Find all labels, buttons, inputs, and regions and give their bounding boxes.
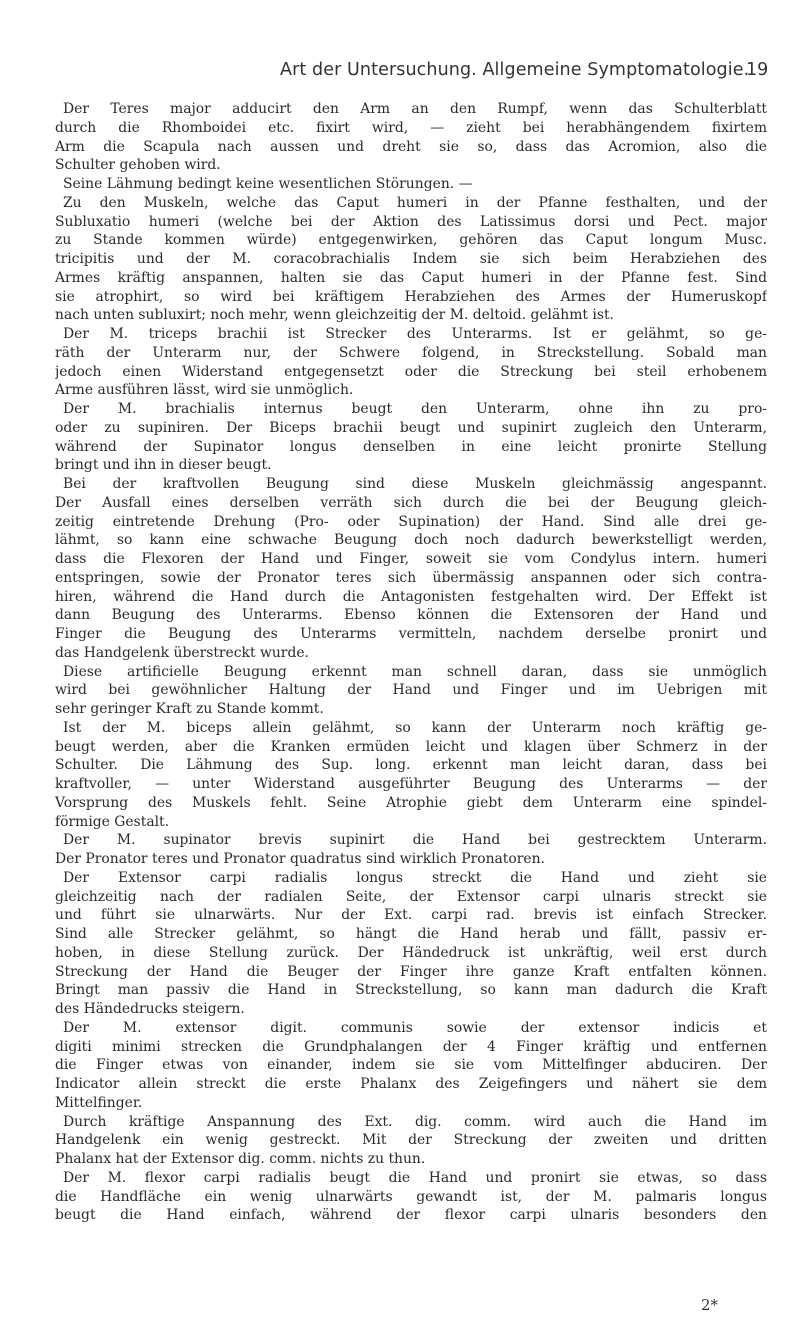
text-line: Durch kräftige Anspannung des Ext. dig. comm. wird auch die Hand im [63, 1113, 767, 1130]
text-line: Der M. triceps brachii ist Strecker des Unterarms. Ist er gelähmt, so ge- [63, 326, 767, 342]
text-line: Mittelfinger. [55, 1094, 143, 1111]
text-line: Phalanx hat der Extensor dig. comm. nichts zu thun. [55, 1151, 426, 1167]
text-line: Der M. supinator brevis supinirt die Hand bei gestrecktem Unterarm. [63, 832, 767, 849]
text-line: des Händedrucks steigern. [55, 1001, 245, 1017]
text-line: räth der Unterarm nur, der Schwere folgend, in Streckstellung. Sobald man [55, 344, 767, 361]
text-line: bringt und ihn in dieser beugt. [55, 457, 272, 474]
text-line: Arme ausführen lässt, wird sie unmöglich. [55, 382, 354, 399]
text-line: Diese artificielle Beugung erkennt man schnell daran, dass sie unmöglich [63, 663, 767, 680]
text-line: entspringen, sowie der Pronator teres sich übermässig anspannen oder sich contra- [55, 569, 767, 586]
text-line: Seine Lähmung bedingt keine wesentlichen Störungen. — [63, 176, 473, 192]
text-line: durch die Rhomboidei etc. fixirt wird, — zieht bei herabhängendem fixirtem [55, 119, 767, 136]
text-line: digiti minimi strecken die Grundphalangen der 4 Finger kräftig und entfernen [55, 1038, 767, 1055]
page-header [0, 60, 801, 86]
text-line: und führt sie ulnarwärts. Nur der Ext. carpi rad. brevis ist einfach Strecker. [55, 907, 767, 924]
running-title: Art der Untersuchung. Allgemeine Symptomatologie. [280, 60, 750, 80]
page-number: 19 [746, 60, 769, 80]
text-line: Schulter gehoben wird. [55, 157, 221, 174]
text-line: Finger die Beugung des Unterarms vermitteln, nachdem derselbe pronirt und [55, 626, 767, 642]
text-line: dass die Flexoren der Hand und Finger, soweit sie vom Condylus intern. humeri [55, 551, 767, 567]
body-text [55, 100, 767, 1225]
text-line: zu Stande kommen würde) entgegenwirken, gehören das Caput longum Musc. [55, 232, 767, 249]
text-line: jedoch einen Widerstand entgegensetzt oder die Streckung bei steil erhobenem [55, 363, 767, 380]
text-line: Der M. flexor carpi radialis beugt die Hand und pronirt sie etwas, so dass [63, 1169, 767, 1186]
text-line: lähmt, so kann eine schwache Beugung doch noch dadurch bewerkstelligt werden, [55, 532, 767, 549]
text-line: wird bei gewöhnlicher Haltung der Hand und Finger und im Uebrigen mit [55, 682, 767, 699]
text-line: dann Beugung des Unterarms. Ebenso können die Extensoren der Hand und [55, 607, 767, 624]
text-line: oder zu supiniren. Der Biceps brachii beugt und supinirt zugleich den Unterarm, [55, 419, 767, 436]
signature-mark: 2* [701, 1296, 719, 1314]
text-line: Der Pronator teres und Pronator quadratus sind wirklich Pronatoren. [55, 851, 545, 867]
text-line: Subluxatio humeri (welche bei der Aktion des Latissimus dorsi und Pect. major [55, 213, 767, 230]
text-line: Sind alle Strecker gelähmt, so hängt die Hand herab und fällt, passiv er- [55, 926, 767, 942]
text-line: Ist der M. biceps allein gelähmt, so kann der Unterarm noch kräftig ge- [63, 719, 767, 736]
text-line: Der M. extensor digit. communis sowie der extensor indicis et [63, 1019, 767, 1036]
text-line: Der M. brachialis internus beugt den Unterarm, ohne ihn zu pro- [63, 401, 767, 417]
text-line: Schulter. Die Lähmung des Sup. long. erkennt man leicht daran, dass bei [55, 757, 767, 774]
text-line: Vorsprung des Muskels fehlt. Seine Atrophie giebt dem Unterarm eine spindel- [55, 794, 767, 811]
text-line: Zu den Muskeln, welche das Caput humeri in der Pfanne festhalten, und der [63, 194, 767, 211]
text-line: Bei der kraftvollen Beugung sind diese Muskeln gleichmässig angespannt. [63, 476, 767, 492]
text-line: Der Teres major adducirt den Arm an den Rumpf, wenn das Schulterblatt [63, 101, 767, 117]
text-line: beugt die Hand einfach, während der flexor carpi ulnaris besonders den [55, 1207, 767, 1224]
text-line: kraftvoller, — unter Widerstand ausgeführter Beugung des Unterarms — der [55, 776, 767, 792]
text-line: förmige Gestalt. [55, 813, 170, 830]
text-line: die Handfläche ein wenig ulnarwärts gewandt ist, der M. palmaris longus [55, 1188, 767, 1205]
text-line: gleichzeitig nach der radialen Seite, der Extensor carpi ulnaris streckt sie [55, 888, 767, 905]
text-line: sie atrophirt, so wird bei kräftigem Herabziehen des Armes der Humeruskopf [55, 288, 767, 305]
text-line: beugt werden, aber die Kranken ermüden leicht und klagen über Schmerz in der [55, 738, 767, 755]
text-line: nach unten subluxirt; noch mehr, wenn gleichzeitig der M. deltoid. gelähmt ist. [55, 307, 614, 324]
text-line: Bringt man passiv die Hand in Streckstellung, so kann man dadurch die Kraft [55, 982, 767, 999]
text-line: hoben, in diese Stellung zurück. Der Händedruck ist unkräftig, weil erst durch [55, 944, 767, 961]
text-line: Der Ausfall eines derselben verräth sich durch die bei der Beugung gleich- [55, 494, 767, 511]
text-line: tricipitis und der M. coracobrachialis Indem sie sich beim Herabziehen des [55, 251, 767, 267]
text-line: Handgelenk ein wenig gestreckt. Mit der Streckung der zweiten und dritten [55, 1132, 767, 1149]
text-line: die Finger etwas von einander, indem sie sie vom Mittelfinger abduciren. Der [55, 1057, 767, 1074]
text-line: Streckung der Hand die Beuger der Finger ihre ganze Kraft entfalten können. [55, 963, 767, 980]
text-line: zeitig eintretende Drehung (Pro- oder Supination) der Hand. Sind alle drei ge- [55, 513, 767, 530]
text-line: sehr geringer Kraft zu Stande kommt. [55, 701, 324, 717]
text-line: das Handgelenk überstreckt wurde. [55, 644, 309, 661]
text-line: während der Supinator longus denselben in eine leicht pronirte Stellung [55, 438, 767, 455]
text-line: hiren, während die Hand durch die Antagonisten festgehalten wird. Der Effekt ist [55, 588, 767, 605]
text-line: Armes kräftig anspannen, halten sie das Caput humeri in der Pfanne fest. Sind [55, 269, 767, 286]
text-line: Indicator allein streckt die erste Phalanx des Zeigefingers und nähert sie dem [55, 1076, 767, 1092]
text-line: Arm die Scapula nach aussen und dreht sie so, dass das Acromion, also die [55, 138, 767, 155]
text-line: Der Extensor carpi radialis longus streckt die Hand und zieht sie [63, 869, 767, 886]
